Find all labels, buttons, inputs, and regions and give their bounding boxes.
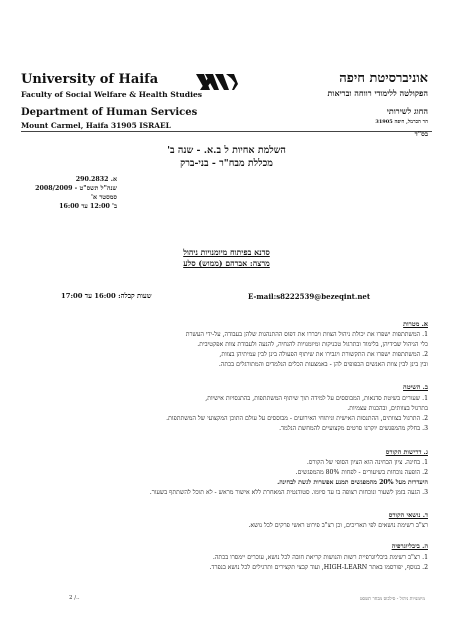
department-name-en: Department of Human Services — [21, 107, 198, 118]
lecturer-email: E-mail:s8222539@bezeqint.net — [248, 292, 371, 301]
university-logo-icon — [196, 70, 238, 94]
section-heading-goals: א. מטרות — [403, 320, 428, 328]
bibliography-line: 2. בנוסף, יפורסמו באתר HIGH-LEARN, ועוד קבצי תקצירים ותרגילים לכל נושא בנפרד. — [209, 564, 428, 571]
university-name-he: אוניברסיטת חיפה — [339, 71, 428, 86]
department-name-he: החוג לשירותי — [386, 106, 428, 116]
address-en: Mount Carmel, Haifa 31905 ISRAEL — [21, 121, 171, 130]
bibliography-line: 1. רצ"ב רשימת ביבליוגרפיית רשות והנושות קריאת חובה לכל נושא, עוכרים יימסרו בכתה. — [212, 554, 428, 561]
goals-line: ובין בינן לבין צוות האנשים הכפופים להן - באמצעות הכלים הנלמדים והמתורגלים בכתה. — [218, 361, 428, 368]
address-he: הר הכרמל, חיפה 31905 — [375, 119, 428, 125]
academic-year: שנה"ל תשס"ט - 2008/2009 — [35, 185, 117, 192]
semester: סמסטר א' — [91, 194, 117, 201]
method-line: 3. בחלק מהמפגשים יוקרנו סרטים מקצועיים להמחשת הנלמד. — [279, 425, 428, 432]
header-divider — [21, 131, 432, 132]
method-line: 2. התרגול בצוותים, ההתנסות האישית וניתוחי האירועים - מבוססים על עולם התוכן המקצועי של המשתתפות. — [166, 415, 428, 422]
page-number: 2 /.. — [69, 595, 80, 601]
course-title: סדנא בפיתוח מיומנויות ניהול — [183, 248, 270, 257]
section-heading-topics: ד. נושאי הקורס — [388, 511, 428, 519]
section-heading-requirements: ג. דרישות הקורס — [385, 448, 428, 456]
section-heading-bibliography: ה. ביבליוגרפיה — [391, 542, 428, 550]
course-code: א. 290.2832 — [75, 176, 117, 183]
university-name-en: University of Haifa — [21, 72, 159, 87]
course-time: ב' 12:00 עד 16:00 — [59, 203, 117, 210]
program-title: השלמת אחיות ל ב.א. - שנה ב' — [167, 145, 286, 156]
goals-line: 2. המשתתפות ישפרו את התקשורת ויגבירו את שיתוף הפעולה בינן לבין עמיתיהן בצוות, — [219, 351, 428, 358]
requirements-line-attendance: היעדרות מעל 20% מהמפגשים תמנע אפשרות לגשת לבחינה. — [277, 479, 428, 486]
bsd-mark: בס"ד — [414, 130, 428, 138]
faculty-name-en: Faculty of Social Welfare & Health Studies — [21, 90, 203, 99]
office-hours: שעות קבלה: 16:00 עד 17:00 — [61, 292, 152, 300]
program-college: מכללת מבח"ר - בני-ברק — [180, 158, 273, 169]
requirements-line: 2. הופעה נוכחות בשיעורים - לפחות 80% מהמפגשים. — [295, 469, 428, 476]
requirements-line: 1. בחינה. ציון הבחינה הוא הציון הסופי של הקורס. — [306, 459, 428, 466]
topics-line: רצ"ב רשימת נושאים לפי תאריכים, וכן רצ"ב פירוט ראשי פרקים לכל נושא. — [248, 522, 428, 529]
section-heading-method: ב. השיטה — [403, 383, 428, 391]
method-line: 1. שעורים בשיטת סדנאות, המבוססים על למידה תוך שיתוף המשתתפות, בהתנסויות אישיות, — [205, 395, 428, 402]
requirements-line: 3. הגעה בזמן לשעור ונוכחות רצופה בו עד סיומו. סטודנטית המאחרת ללא אישור מראש - לא תוכל להשתתף בשעור. — [149, 489, 428, 496]
lecturer-name: מרצה: אברהם (ממוש) סלע — [183, 259, 270, 268]
faculty-name-he: הפקולטה ללימודי רווחה ובריאות — [327, 88, 428, 98]
method-line: בתרגול בצוותים, ובהכנות עצמיות. — [347, 405, 428, 412]
goals-line: כלי הניהול שבידיהן, בלימוד ובתרגול טכניקות ומיומנויות להנחיה, להנעה ולעבודת צוות אפקטיבית. — [197, 341, 428, 348]
goals-line: 1. המשתתפות ישפרו את יכולת ניהול הצוות ויבררו את דפוס ההתנהגות שלהן בעבודה, על-ידי העשרת — [185, 331, 428, 338]
footer-document-name: מיומנויות ניהול - סילבוס מבחר תשסט — [359, 597, 425, 602]
